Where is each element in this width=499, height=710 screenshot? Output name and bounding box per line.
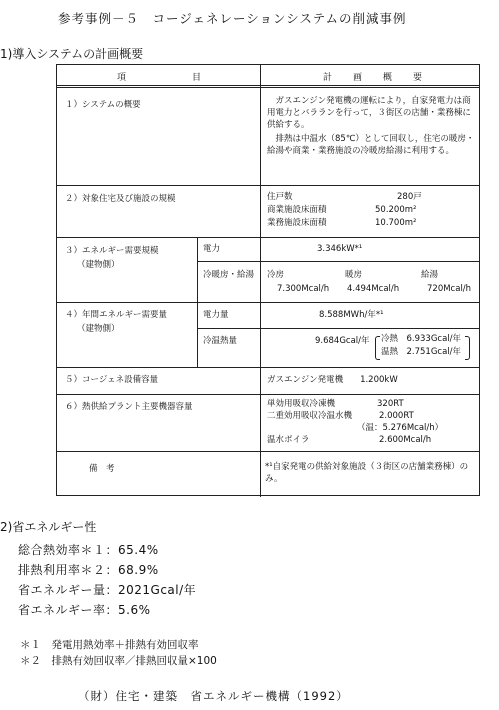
column-divider xyxy=(260,367,261,497)
row6-item-value: 2.600Mcal/h xyxy=(379,435,432,445)
row6-item-value: 2.000RT xyxy=(379,411,414,421)
row3-heating-value: 4.494Mcal/h xyxy=(347,284,400,294)
row7-label: 備 考 xyxy=(89,464,115,474)
row-divider xyxy=(57,367,479,368)
row4-heat-value: 9.684Gcal/年 xyxy=(315,336,370,346)
row4-label: ４）年間エネルギー需要量 xyxy=(65,310,168,320)
row4-electric-label: 電力量 xyxy=(203,310,229,320)
section-1-heading: 1)導入システムの計画概要 xyxy=(0,47,144,61)
row3-electric-value: 3.346kW*¹ xyxy=(317,244,363,254)
row-divider xyxy=(57,302,479,303)
row-divider xyxy=(57,451,479,452)
row4-bracket-right xyxy=(465,336,470,360)
row4-sublabel: （建物側） xyxy=(77,324,120,334)
row2-label: ２）対象住宅及び施設の規模 xyxy=(65,194,176,204)
energy-savings-amount: 省エネルギー量：2021Gcal/年 xyxy=(18,583,197,597)
row3-hotwater-header: 給湯 xyxy=(421,270,439,280)
row5-value: ガスエンジン発電機 1.200kW xyxy=(267,375,398,385)
header-item: 項 目 xyxy=(117,73,208,83)
row1-text-2: 排熱は中温水（85℃）として回収し，住宅の暖房・給湯や商業・業務施設の冷暖房給湯に利用する。 xyxy=(267,134,475,156)
row4-electric-value: 8.588MWh/年*¹ xyxy=(319,310,384,320)
row3-cooling-header: 冷房 xyxy=(267,270,285,280)
total-thermal-efficiency: 総合熱効率＊１：65.4% xyxy=(18,543,159,557)
row3-electric-label: 電力 xyxy=(203,244,221,254)
row3-sublabel: （建物側） xyxy=(77,260,120,270)
row1-label: １）システムの概要 xyxy=(65,100,141,110)
footnote-2: ＊２ 排熱有効回収率／排熱回収量×100 xyxy=(20,655,217,667)
row-divider xyxy=(57,237,479,238)
row4-heat-label: 冷温熱量 xyxy=(203,336,238,346)
row1-text-1: ガスエンジン発電機の運転により，自家発電力は商用電力とバラランを行って，３街区の店舗・業務棟に供給する。 xyxy=(267,96,471,130)
energy-savings-rate: 省エネルギー率：5.6% xyxy=(18,603,151,617)
row2-item-label: 住戸数 xyxy=(267,192,293,202)
subrow-divider xyxy=(197,261,479,262)
row3-cooling-value: 7.300Mcal/h xyxy=(277,284,330,294)
system-overview-table xyxy=(56,64,480,496)
row3-label: ３）エネルギー需要規模 xyxy=(65,246,159,256)
header-rule xyxy=(57,85,479,88)
column-divider xyxy=(260,65,261,237)
row2-item-value: 10.700m² xyxy=(375,218,417,228)
row6-item-value: 320RT xyxy=(377,399,404,409)
source-credit: （財）住宅・建築 省エネルギー機構（1992） xyxy=(78,689,349,703)
row-divider xyxy=(57,185,479,186)
subrow-divider xyxy=(197,328,479,329)
row6-label: ６）熱供給プラント主要機器容量 xyxy=(65,402,193,412)
row2-item-value: 280戸 xyxy=(397,192,422,202)
column-divider xyxy=(260,237,261,367)
row5-label: ５）コージェネ設備容量 xyxy=(65,375,159,385)
row3-hvac-label: 冷暖房・給湯 xyxy=(203,270,255,280)
row6-item-label: 二重効用吸収冷温水機 xyxy=(267,411,353,421)
row3-heating-header: 暖房 xyxy=(345,270,363,280)
row2-item-label: 業務施設床面積 xyxy=(267,218,327,228)
row4-heating-breakdown: 温熱 2.751Gcal/年 xyxy=(381,347,462,357)
header-plan: 計 画 概 要 xyxy=(323,73,429,83)
row3-hotwater-value: 720Mcal/h xyxy=(427,284,472,294)
row7-value: *¹自家発電の供給対象施設（３街区の店舗業務棟）のみ。 xyxy=(265,462,469,484)
section-2-heading: 2)省エネルギー性 xyxy=(0,520,97,534)
document-title: 参考事例－５ コージェネレーションシステムの削減事例 xyxy=(58,11,407,26)
row4-bracket-left xyxy=(375,336,380,360)
row6-item-label: 温水ボイラ xyxy=(267,435,310,445)
row6-item-label: 単効用吸収冷凍機 xyxy=(267,399,336,409)
row4-cooling-breakdown: 冷熱 6.933Gcal/年 xyxy=(381,334,462,344)
row2-item-value: 50.200m² xyxy=(375,205,417,215)
row6-item-subvalue: （温：5.276Mcal/h） xyxy=(357,423,444,433)
row2-item-label: 商業施設床面積 xyxy=(267,205,327,215)
row-divider xyxy=(57,394,479,395)
waste-heat-utilization: 排熱利用率＊２：68.9% xyxy=(18,563,159,577)
column-divider xyxy=(197,237,198,367)
footnote-1: ＊１ 発電用熱効率＋排熱有効回収率 xyxy=(20,639,199,651)
